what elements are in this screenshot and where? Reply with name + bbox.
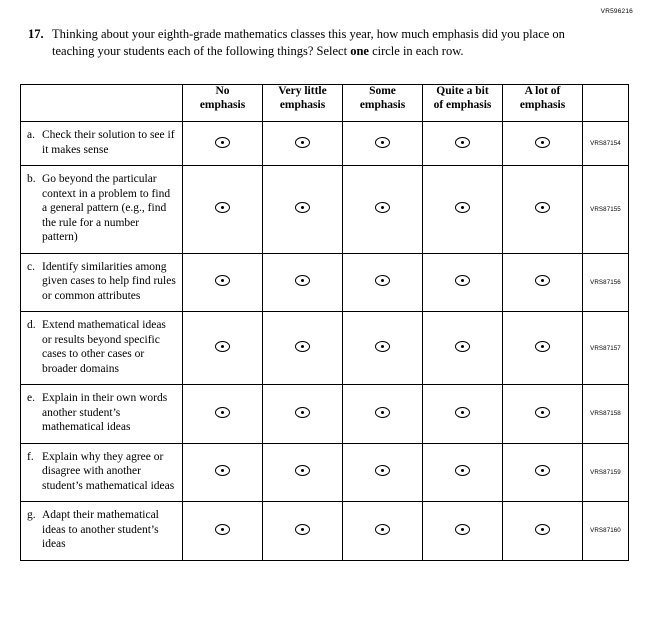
table-row [21,166,629,254]
item-letter: d. [27,319,36,331]
radio-bubble-icon[interactable] [375,407,390,418]
table-row [21,312,629,385]
item-label: Explain in their own words another student’s mathematical ideas [42,392,168,433]
radio-bubble-icon[interactable] [215,137,230,148]
item-letter: c. [27,260,35,273]
table-header [21,85,629,122]
table-row [21,385,629,444]
header-line2: of emphasis [433,98,492,111]
option-very-little-emphasis[interactable] [263,502,343,561]
option-some-emphasis[interactable] [343,166,423,254]
option-very-little-emphasis[interactable] [263,385,343,444]
radio-bubble-icon[interactable] [535,465,550,476]
header-line1: Quite a bit [436,85,489,97]
option-a-lot-of-emphasis[interactable] [503,385,583,444]
radio-bubble-icon[interactable] [535,341,550,352]
row-code: VRS87160 [583,502,629,561]
header-line1: A lot of [524,85,561,97]
item-label: Identify similarities among given cases to help find rules or common attributes [42,260,176,302]
option-quite-a-bit-of-emphasis[interactable] [423,122,503,166]
option-no-emphasis[interactable] [183,122,263,166]
option-very-little-emphasis[interactable] [263,443,343,502]
option-no-emphasis[interactable] [183,443,263,502]
header-line1: Very little [278,85,327,97]
question-text-part1: Thinking about your eighth-grade mathematics classes this year, how much emphasis did you place on teaching your students each of the following things? Select [52,27,565,58]
header-line2: emphasis [279,98,326,111]
header-line2: emphasis [359,98,406,111]
option-very-little-emphasis[interactable] [263,312,343,385]
option-very-little-emphasis[interactable] [263,122,343,166]
option-a-lot-of-emphasis[interactable] [503,122,583,166]
question-block [28,26,608,59]
radio-bubble-icon[interactable] [535,137,550,148]
item-cell [21,385,183,444]
option-a-lot-of-emphasis[interactable] [503,253,583,312]
item-cell [21,502,183,561]
option-quite-a-bit-of-emphasis[interactable] [423,166,503,254]
option-a-lot-of-emphasis[interactable] [503,166,583,254]
radio-bubble-icon[interactable] [455,202,470,213]
option-some-emphasis[interactable] [343,443,423,502]
item-cell [21,122,183,166]
radio-bubble-icon[interactable] [375,137,390,148]
radio-bubble-icon[interactable] [215,341,230,352]
table-row [21,122,629,166]
header-line1: Some [369,85,396,97]
question-text [52,26,608,59]
table-body [21,122,629,561]
table-row [21,502,629,561]
option-a-lot-of-emphasis[interactable] [503,502,583,561]
radio-bubble-icon[interactable] [375,275,390,286]
radio-bubble-icon[interactable] [295,524,310,535]
header-a-lot-of-emphasis [503,85,583,122]
radio-bubble-icon[interactable] [215,407,230,418]
radio-bubble-icon[interactable] [375,465,390,476]
radio-bubble-icon[interactable] [455,524,470,535]
item-cell [21,166,183,254]
radio-bubble-icon[interactable] [455,137,470,148]
option-quite-a-bit-of-emphasis[interactable] [423,385,503,444]
header-quite-a-bit-of-emphasis [423,85,503,122]
response-table [20,84,629,561]
option-some-emphasis[interactable] [343,312,423,385]
row-code: VRS87158 [583,385,629,444]
option-very-little-emphasis[interactable] [263,166,343,254]
radio-bubble-icon[interactable] [455,465,470,476]
item-cell [21,253,183,312]
option-no-emphasis[interactable] [183,502,263,561]
row-code: VRS87156 [583,253,629,312]
item-label: Check their solution to see if it makes sense [42,129,175,156]
option-quite-a-bit-of-emphasis[interactable] [423,253,503,312]
radio-bubble-icon[interactable] [295,407,310,418]
item-letter: b. [27,173,36,185]
option-a-lot-of-emphasis[interactable] [503,443,583,502]
option-some-emphasis[interactable] [343,122,423,166]
item-label: Explain why they agree or disagree with another student’s mathematical ideas [42,450,175,492]
item-letter: a. [27,129,35,141]
header-very-little-emphasis [263,85,343,122]
radio-bubble-icon[interactable] [295,465,310,476]
option-no-emphasis[interactable] [183,166,263,254]
item-cell [21,443,183,502]
radio-bubble-icon[interactable] [295,202,310,213]
radio-bubble-icon[interactable] [535,524,550,535]
radio-bubble-icon[interactable] [535,275,550,286]
radio-bubble-icon[interactable] [215,202,230,213]
row-code: VRS87154 [583,122,629,166]
option-no-emphasis[interactable] [183,312,263,385]
option-some-emphasis[interactable] [343,253,423,312]
item-label: Go beyond the particular context in a problem to find a general pattern (e.g., find the rule for a number pattern) [42,173,171,243]
radio-bubble-icon[interactable] [455,407,470,418]
table-row [21,443,629,502]
option-no-emphasis[interactable] [183,385,263,444]
table-row [21,253,629,312]
question-number: 17. [28,27,44,41]
option-some-emphasis[interactable] [343,385,423,444]
item-cell [21,312,183,385]
header-no-emphasis [183,85,263,122]
radio-bubble-icon[interactable] [375,341,390,352]
item-label: Extend mathematical ideas or results beyond specific cases to other cases or broader domains [42,319,166,375]
option-a-lot-of-emphasis[interactable] [503,312,583,385]
radio-bubble-icon[interactable] [295,341,310,352]
question-text-part2: circle in each row. [368,43,464,58]
radio-bubble-icon[interactable] [215,465,230,476]
radio-bubble-icon[interactable] [535,202,550,213]
radio-bubble-icon[interactable] [295,275,310,286]
radio-bubble-icon[interactable] [375,202,390,213]
radio-bubble-icon[interactable] [215,275,230,286]
page-corner-code: VR596216 [600,8,633,15]
header-line2: emphasis [199,98,246,111]
item-letter: f. [27,450,34,463]
item-letter: g. [27,509,36,521]
option-quite-a-bit-of-emphasis[interactable] [423,443,503,502]
question-emphasis-word: one [350,43,369,58]
item-label: Adapt their mathematical ideas to another student’s ideas [42,509,159,550]
radio-bubble-icon[interactable] [375,524,390,535]
option-quite-a-bit-of-emphasis[interactable] [423,502,503,561]
header-blank-left [21,85,183,122]
header-blank-right [583,85,629,122]
header-some-emphasis [343,85,423,122]
row-code: VRS87159 [583,443,629,502]
radio-bubble-icon[interactable] [215,524,230,535]
header-row [21,85,629,122]
header-line2: emphasis [519,98,566,111]
item-letter: e. [27,392,35,404]
header-line1: No [215,85,230,97]
option-no-emphasis[interactable] [183,253,263,312]
radio-bubble-icon[interactable] [455,275,470,286]
radio-bubble-icon[interactable] [455,341,470,352]
row-code: VRS87155 [583,166,629,254]
response-grid [20,84,628,561]
option-quite-a-bit-of-emphasis[interactable] [423,312,503,385]
row-code: VRS87157 [583,312,629,385]
radio-bubble-icon[interactable] [535,407,550,418]
option-very-little-emphasis[interactable] [263,253,343,312]
option-some-emphasis[interactable] [343,502,423,561]
radio-bubble-icon[interactable] [295,137,310,148]
